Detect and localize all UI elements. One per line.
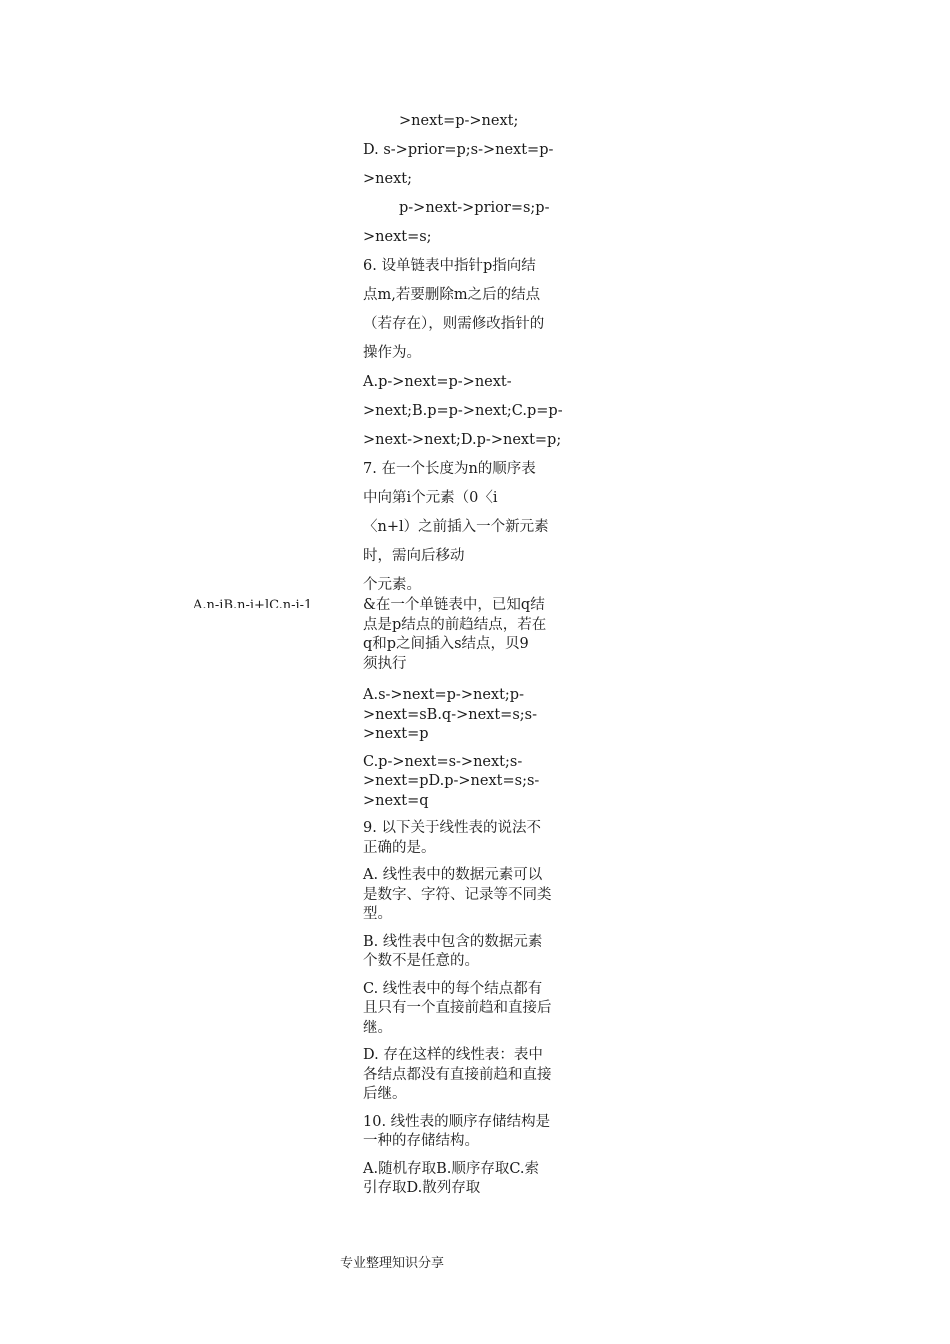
question-7-line: 时，需向后移动 bbox=[363, 548, 465, 564]
question-6-options-line: A.p->next=p->next- bbox=[363, 374, 512, 390]
text-line: >next=s; bbox=[363, 229, 432, 245]
text-line: >next=p->next; bbox=[399, 113, 519, 129]
question-7-line: 7. 在一个长度为n的顺序表 bbox=[363, 461, 536, 477]
question-6-options-line: >next->next;D.p->next=p; bbox=[363, 432, 562, 448]
question-8: &在一个单链表中，已知q结 点是p结点的前趋结点，若在 q和p之间插入s结点，贝9 须执行 bbox=[363, 597, 547, 672]
question-6-line: 点m,若要删除m之后的结点 bbox=[363, 287, 541, 303]
question-9-option-a: A. 线性表中的数据元素可以 是数字、字符、记录等不同类 型。 bbox=[363, 867, 552, 922]
question-10: 10. 线性表的顺序存储结构是 一种的存储结构。 bbox=[363, 1113, 551, 1149]
question-7-line: 中向第i个元素（0〈i bbox=[363, 490, 498, 506]
question-6-line: 操作为。 bbox=[363, 345, 421, 361]
question-6-options-line: >next;B.p=p->next;C.p=p- bbox=[363, 403, 563, 419]
question-9: 9. 以下关于线性表的说法不 正确的是。 bbox=[363, 820, 541, 856]
text-line: D. s->prior=p;s->next=p- bbox=[363, 142, 554, 158]
question-8-options-cd: C.p->next=s->next;s- >next=pD.p->next=s;s- >next=q bbox=[363, 753, 540, 809]
question-9-option-d: D. 存在这样的线性表：表中 各结点都没有直接前趋和直接 后继。 bbox=[363, 1047, 552, 1102]
question-7-line: 〈n+l）之前插入一个新元素 bbox=[363, 519, 549, 535]
question-6-line: （若存在），则需修改指针的 bbox=[363, 316, 545, 332]
question-10-options: A.随机存取B.顺序存取C.索 引存取D.散列存取 bbox=[363, 1160, 540, 1196]
question-9-option-b: B. 线性表中包含的数据元素 个数不是任意的。 bbox=[363, 933, 543, 969]
question-9-option-c: C. 线性表中的每个结点都有 且只有一个直接前趋和直接后 继。 bbox=[363, 980, 552, 1036]
text-line: p->next->prior=s;p- bbox=[399, 200, 550, 216]
text-line: >next; bbox=[363, 171, 412, 187]
question-8-options-ab: A.s->next=p->next;p- >next=sB.q->next=s;s- >next=p bbox=[363, 687, 537, 742]
stray-options-text: A.n-iB.n-i+lC.n-i-1 bbox=[193, 598, 313, 608]
question-column bbox=[363, 110, 593, 1207]
page-footer: 专业整理知识分享 bbox=[340, 1256, 445, 1271]
question-7-line: 个元素。 bbox=[363, 577, 421, 593]
question-6-line: 6. 设单链表中指针p指向结 bbox=[363, 258, 536, 274]
